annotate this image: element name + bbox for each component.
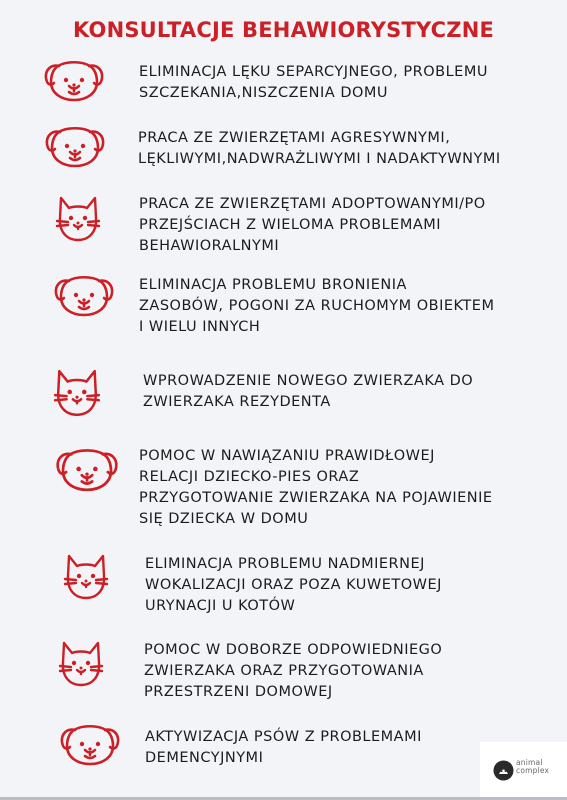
logo-line: animal bbox=[516, 758, 543, 767]
item-line: ZWIERZAKA ORAZ PRZYGOTOWANIA bbox=[144, 663, 424, 679]
item-line: POMOC W DOBORZE ODPOWIEDNIEGO bbox=[144, 642, 443, 658]
item-text bbox=[143, 371, 473, 413]
item-line: POMOC W NAWIĄZANIU PRAWIDŁOWEJ bbox=[139, 448, 435, 464]
dog-icon bbox=[53, 446, 121, 494]
item-line: URYNACJI U KOTÓW bbox=[145, 598, 296, 614]
cat-icon bbox=[63, 552, 109, 602]
item-text bbox=[145, 727, 422, 769]
item-text bbox=[144, 640, 442, 703]
item-line: ZWIERZAKA REZYDENTA bbox=[143, 394, 331, 410]
cat-icon bbox=[55, 194, 101, 244]
item-line: AKTYWIZACJA PSÓW Z PROBLEMAMI bbox=[145, 729, 422, 745]
item-line: PRACA ZE ZWIERZĘTAMI AGRESYWNYMI, bbox=[138, 130, 451, 146]
item-text bbox=[139, 62, 488, 104]
item-line: PRZYGOTOWANIE ZWIERZAKA NA POJAWIENIE bbox=[139, 490, 493, 506]
item-line: ELIMINACJA LĘKU SEPARCYJNEGO, PROBLEMU bbox=[139, 64, 488, 80]
logo-line: complex bbox=[516, 766, 550, 775]
item-line: WPROWADZENIE NOWEGO ZWIERZAKA DO bbox=[143, 373, 474, 389]
item-line: SZCZEKANIA,NISZCZENIA DOMU bbox=[139, 85, 389, 101]
dog-icon bbox=[43, 124, 107, 170]
item-line: WOKALIZACJI ORAZ POZA KUWETOWEJ bbox=[145, 577, 442, 593]
item-line: ELIMINACJA PROBLEMU NADMIERNEJ bbox=[145, 556, 425, 572]
dog-icon bbox=[58, 722, 122, 768]
item-line: ZASOBÓW, POGONI ZA RUCHOMYM OBIEKTEM bbox=[139, 298, 495, 314]
item-line: SIĘ DZIECKA W DOMU bbox=[139, 511, 309, 527]
item-text bbox=[139, 194, 486, 257]
item-line: I WIELU INNYCH bbox=[139, 319, 261, 335]
cat-icon bbox=[58, 639, 104, 689]
brand-logo bbox=[480, 742, 567, 798]
logo-mark-icon bbox=[493, 760, 514, 781]
item-text bbox=[145, 554, 442, 617]
item-line: BEHAWIORALNYMI bbox=[139, 238, 280, 254]
item-text bbox=[139, 275, 494, 338]
item-line: ELIMINACJA PROBLEMU BRONIENIA bbox=[139, 277, 407, 293]
cat-icon bbox=[52, 367, 102, 419]
item-line: DEMENCYJNYMI bbox=[145, 750, 264, 766]
dog-icon bbox=[52, 273, 116, 319]
logo-text bbox=[516, 759, 549, 775]
page-title: KONSULTACJE BEHAWIORYSTYCZNE bbox=[72, 18, 495, 42]
item-line: PRZESTRZENI DOMOWEJ bbox=[144, 684, 333, 700]
item-line: PRACA ZE ZWIERZĘTAMI ADOPTOWANYMI/PO bbox=[139, 196, 486, 212]
item-text bbox=[138, 128, 501, 170]
item-line: PRZEJŚCIACH Z WIELOMA PROBLEMAMI bbox=[139, 217, 442, 233]
item-line: LĘKLIWYMI,NADWRAŻLIWYMI I NADAKTYWNYMI bbox=[138, 151, 501, 167]
item-text bbox=[139, 446, 493, 530]
item-line: RELACJI DZIECKO-PIES ORAZ bbox=[139, 469, 360, 485]
dog-icon bbox=[42, 58, 106, 104]
